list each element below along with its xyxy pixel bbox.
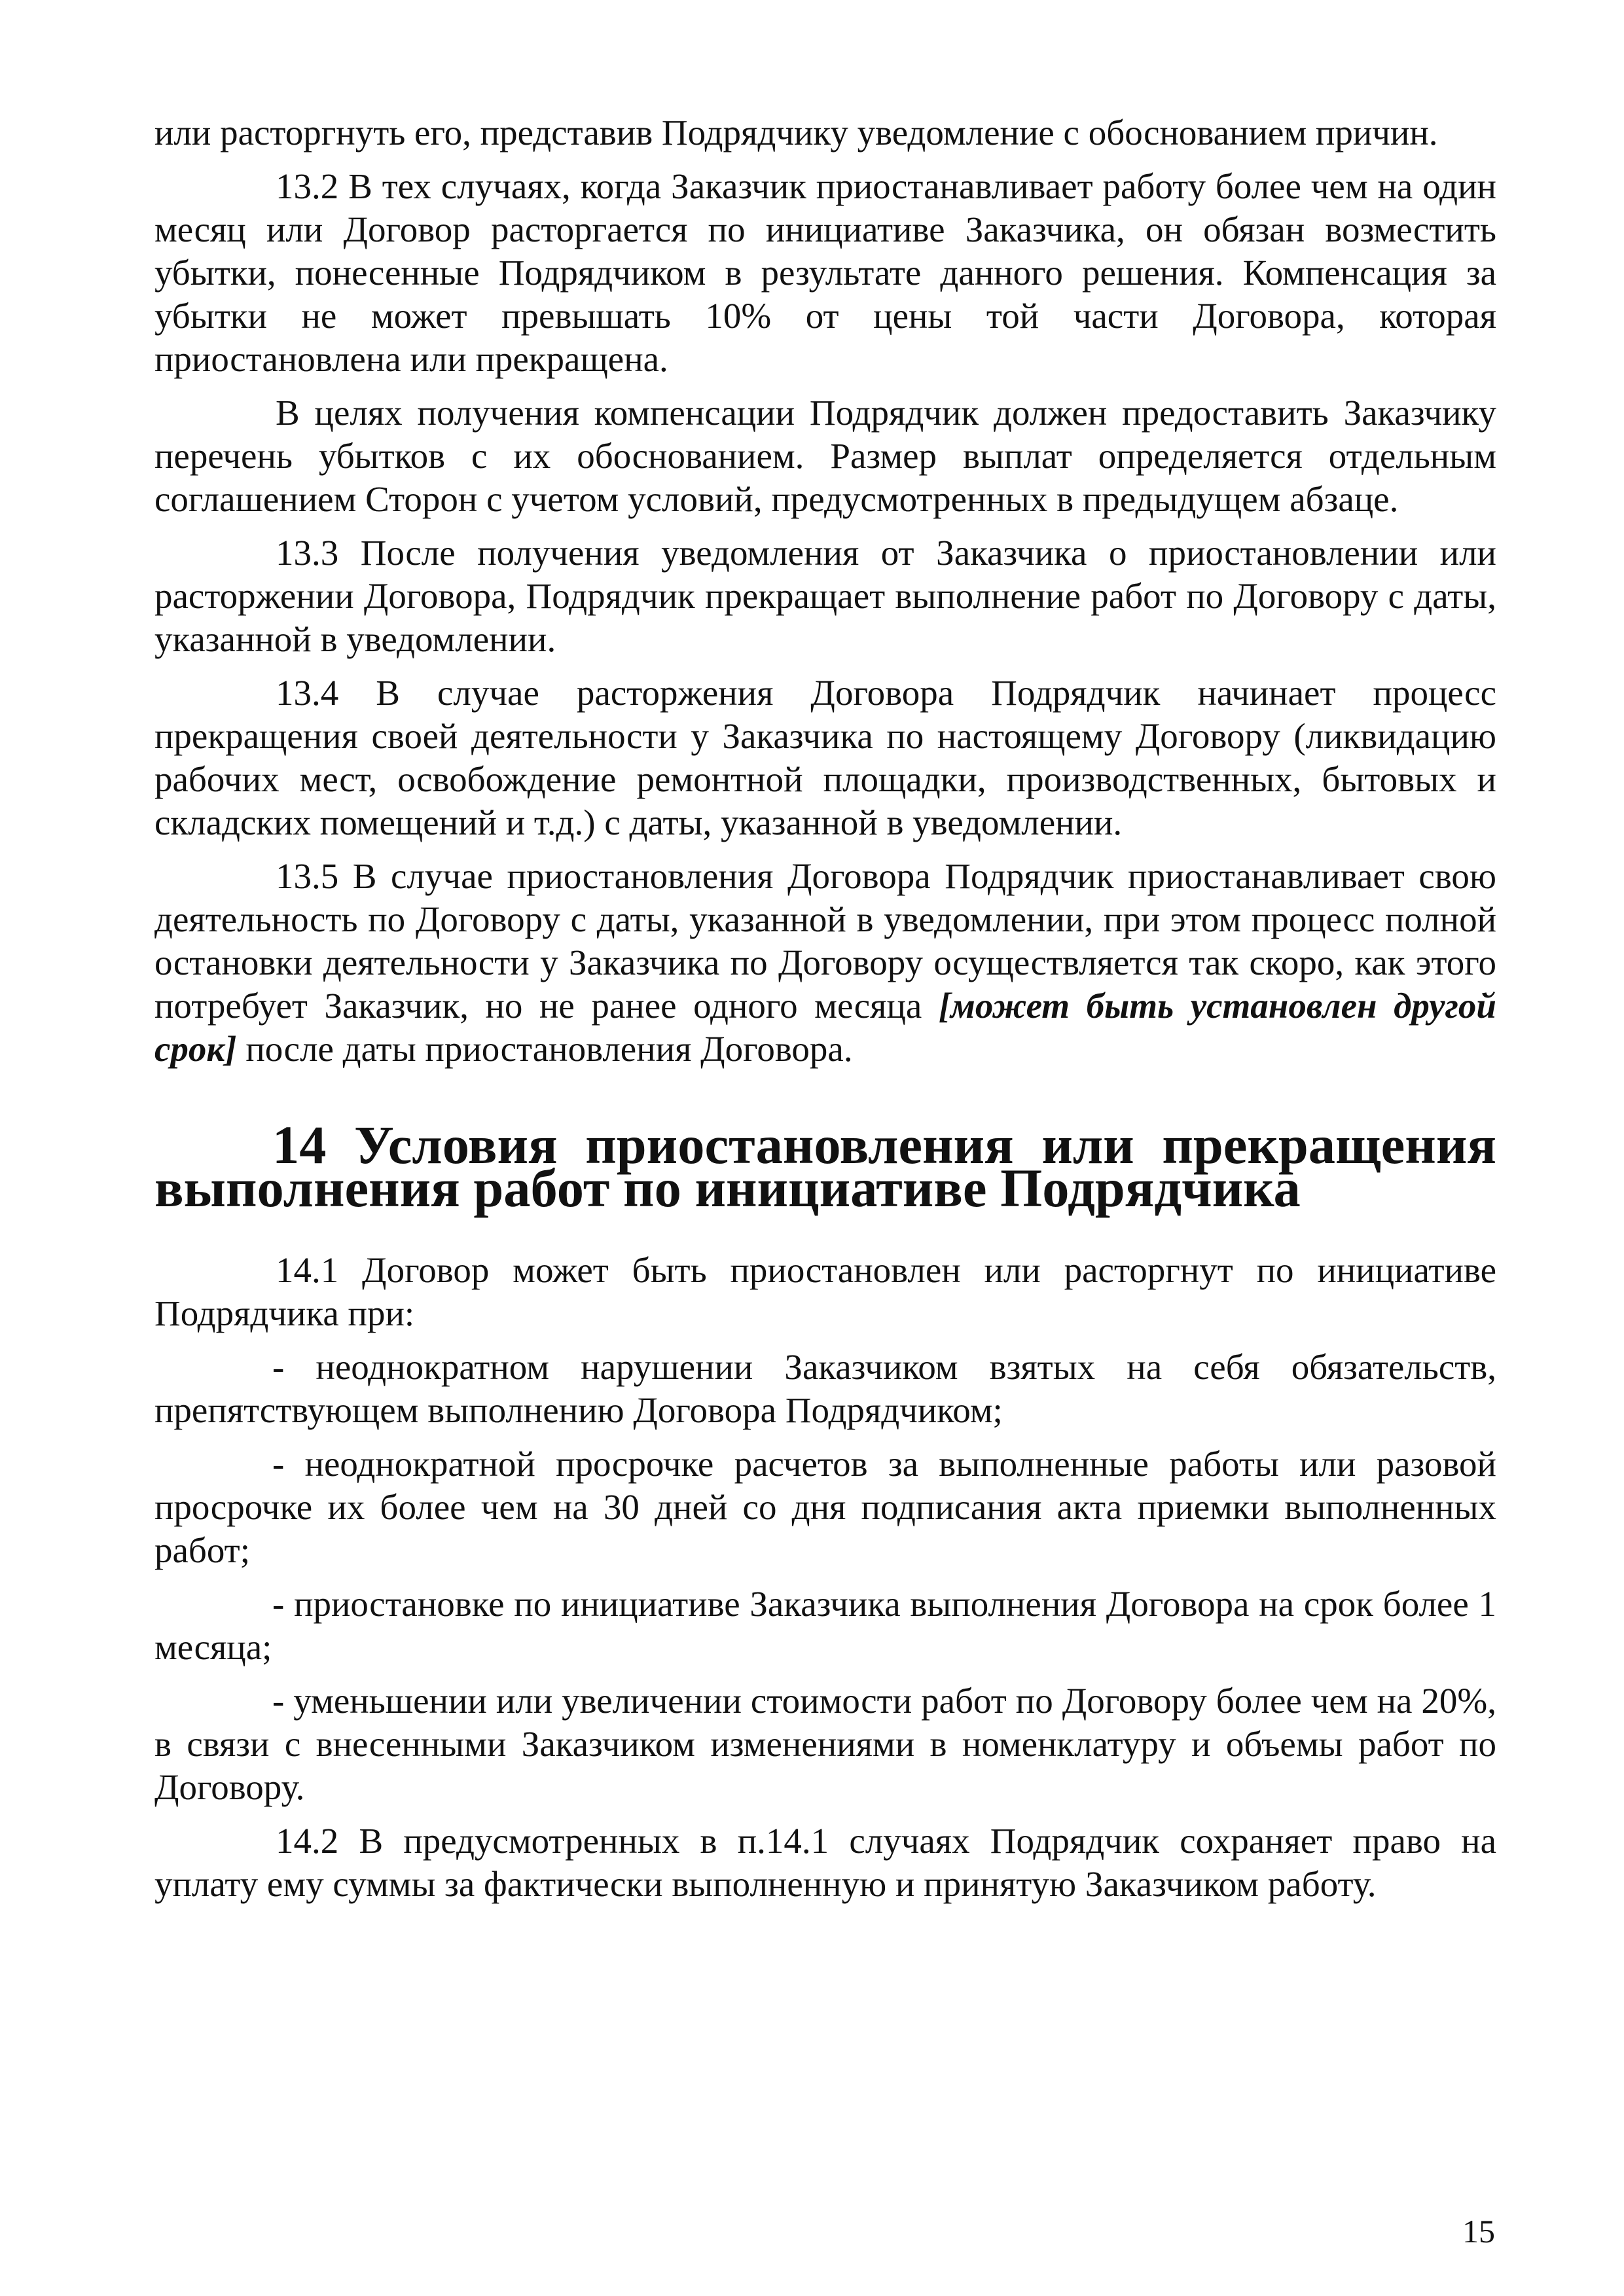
paragraph-13-5-end: после даты приостановления Договора. [236,1029,853,1069]
paragraph-13-2-compensation: В целях получения компенсации Подрядчик должен предоставить Заказчику перечень убытков с их обоснованием. Размер выплат определяется отдельным соглашением Сторон с учетом условий, предусмотренных в предыдущем абзаце. [154,393,1496,519]
document-page [154,111,1496,1916]
list-item: - неоднократном нарушении Заказчиком взятых на себя обязательств, препятствующем выполнению Договора Подрядчиком; [154,1347,1496,1430]
paragraph-14-2: 14.2 В предусмотренных в п.14.1 случаях Подрядчик сохраняет право на уплату ему суммы за фактически выполненную и принятую Заказчиком работу. [154,1821,1496,1904]
paragraph-13-5-start: 13.5 В случае приостановления Договора Подрядчик приостанавливает свою деятельность по Договору с даты, указанной в уведомлении, при этом процесс полной остановки деятельности у Заказчика по Договору осуществляется так скоро, как этого потребует Заказчик, но не ранее одного месяца [154,856,1496,1026]
page-number: 15 [1462,2213,1495,2250]
list-item: - приостановке по инициативе Заказчика выполнения Договора на срок более 1 месяца; [154,1584,1496,1667]
paragraph-14-1: 14.1 Договор может быть приостановлен или расторгнут по инициативе Подрядчика при: [154,1250,1496,1333]
paragraph-13-4: 13.4 В случае расторжения Договора Подрядчик начинает процесс прекращения своей деятельности у Заказчика по настоящему Договору (ликвидацию рабочих мест, освобождение ремонтной площадки, производственных, бытовых и складских помещений и т.д.) с даты, указанной в уведомлении. [154,673,1496,842]
paragraph-13-2: 13.2 В тех случаях, когда Заказчик приостанавливает работу более чем на один месяц или Договор расторгается по инициативе Заказчика, он обязан возместить убытки, понесенные Подрядчиком в результате данного решения. Компенсация за убытки не может превышать 10% от цены той части Договора, которая приостановлена или прекращена. [154,166,1496,379]
section-14-heading: 14 Условия приостановления или прекращения выполнения работ по инициативе Подрядчика [154,1115,1496,1218]
paragraph-continuation: или расторгнуть его, представив Подрядчику уведомление с обоснованием причин. [154,113,1438,152]
paragraph-13-5 [154,855,1496,1071]
list-item: - уменьшении или увеличении стоимости работ по Договору более чем на 20%, в связи с внесенными Заказчиком изменениями в номенклатуру и объемы работ по Договору. [154,1681,1496,1807]
paragraph-13-3: 13.3 После получения уведомления от Заказчика о приостановлении или расторжении Договора, Подрядчик прекращает выполнение работ по Договору с даты, указанной в уведомлении. [154,533,1496,659]
editorial-note: [может быть установлен другой срок] [154,986,1496,1069]
list-item: - неоднократной просрочке расчетов за выполненные работы или разовой просрочке их более чем на 30 дней со дня подписания акта приемки выполненных работ; [154,1444,1496,1570]
